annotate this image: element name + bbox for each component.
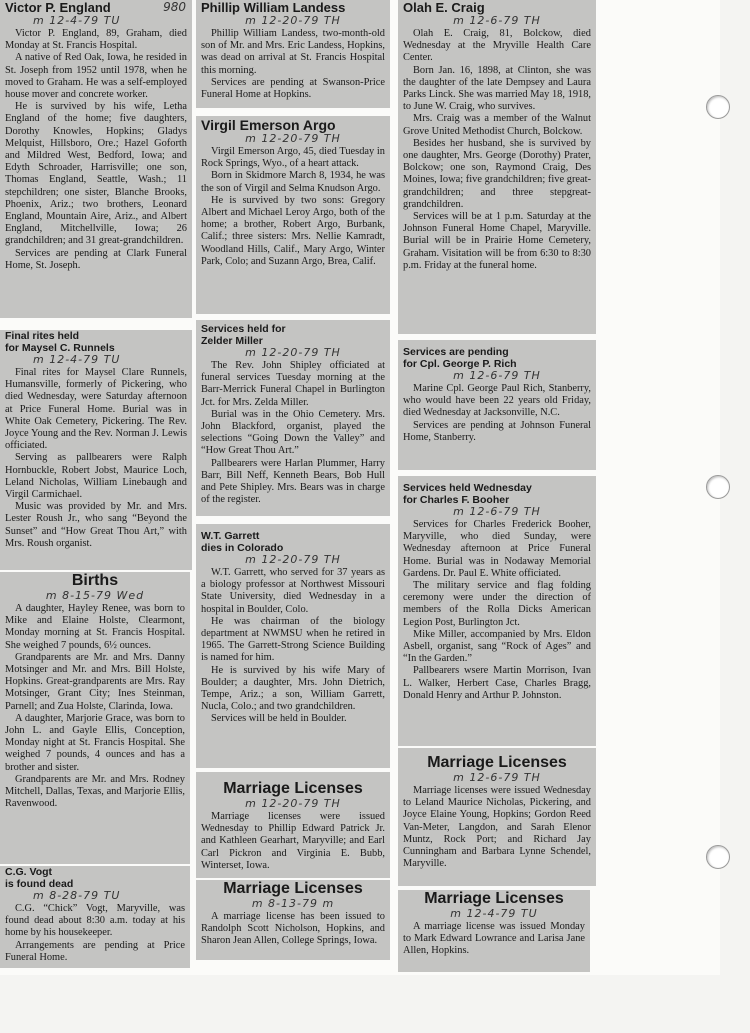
paragraph: A daughter, Hayley Renee, was born to Mike and Elaine Holste, Clearmont, Monday morning at St. Francis Hospital. She weighed 7 pounds, 6½ ounces. (5, 603, 185, 651)
paragraph: Victor P. England, 89, Graham, died Monday at St. Francis Hospital. (5, 28, 187, 52)
clipping-title: C.G. Vogt (5, 866, 53, 878)
paragraph: The military service and flag folding ceremony were under the direction of members of the Rolla Dicks American Legion Post, Burlington Jct. (403, 580, 591, 628)
clipping-title: Final rites held (5, 330, 80, 342)
binder-hole (706, 845, 730, 869)
handwritten-date: m 12-20-79 TH (245, 797, 341, 810)
clipping-landess (196, 0, 390, 108)
paragraph: A daughter, Marjorie Grace, was born to John L. and Gayle Ellis, Conception, Monday night at St. Francis Hospital. She weighed 7 pounds, 4 ounces and has a brother and sister. (5, 712, 185, 773)
clipping-marriage-d (398, 890, 590, 972)
handwritten-date: m 12-20-79 TH (245, 132, 341, 145)
clipping-subtitle: for Charles F. Booher (403, 494, 510, 506)
clipping-title: Marriage Licenses (427, 754, 567, 771)
handwritten-date: m 12-20-79 TH (245, 346, 341, 359)
paragraph: Services are pending at Johnson Funeral Home, Stanberry. (403, 419, 591, 443)
clipping-title: Olah E. Craig (403, 0, 485, 15)
paragraph: Mrs. Craig was a member of the Walnut Grove United Methodist Church, Bolckow. (403, 113, 591, 137)
binder-hole (706, 95, 730, 119)
handwritten-date: m 12-6-79 TH (453, 369, 541, 382)
handwritten-date: m 12-4-79 TU (33, 353, 121, 366)
clipping-title: Virgil Emerson Argo (201, 117, 336, 133)
clipping-argo (196, 116, 390, 314)
clipping-subtitle: for Cpl. George P. Rich (403, 358, 517, 370)
paragraph: Phillip William Landess, two-month-old son of Mr. and Mrs. Eric Landess, Hopkins, was dead on arrival at St. Francis Hospital this morning. (201, 28, 385, 76)
handwritten-date: m 12-20-79 TH (245, 14, 341, 27)
clipping-vogt (0, 866, 190, 968)
paragraph: Services for Charles Frederick Booher, Maryville, who died Sunday, were Wednesday afternoon at Price Funeral Home. Burial was in Nodaway Memorial Gardens. Dr. Paul E. White officiated. (403, 519, 591, 579)
paragraph: C.G. “Chick” Vogt, Maryville, was found dead about 8:30 a.m. today at his home by his housekeeper. (5, 903, 185, 939)
clipping-marriage-c (196, 880, 390, 960)
paragraph: Services will be at 1 p.m. Saturday at the Johnson Funeral Home Chapel, Maryville. Burial will be in Prairie Home Cemetery, Graham. Visitation will be from 6:30 to 8:30 p.m. Friday at the funeral home. (403, 211, 591, 271)
clipping-craig (398, 0, 596, 334)
handwritten-date: m 8-13-79 m (251, 897, 335, 910)
clipping-title: Services are pending (403, 346, 509, 358)
clipping-miller (196, 320, 390, 516)
clipping-title: Victor P. England (5, 0, 111, 15)
paragraph: Grandparents are Mr. and Mrs. Danny Motsinger and Mr. and Mrs. Bill Holste, Hopkins. Great-grandparents are Mrs. Ray Motsinger, Grant City; Ines Steinman, Parnell; and Zua Holste, Clarinda, Iowa. (5, 651, 185, 712)
clipping-england (0, 0, 192, 318)
corner-number: 980 (163, 0, 186, 14)
clipping-title: Marriage Licenses (223, 880, 363, 897)
clipping-subtitle: for Maysel C. Runnels (5, 342, 115, 354)
handwritten-date: m 12-4-79 TU (450, 907, 538, 920)
paragraph: Mike Miller, accompanied by Mrs. Eldon Asbell, organist, sang “Rock of Ages” and “In the Garden.” (403, 628, 591, 665)
paragraph: He was chairman of the biology department at NWMSU when he retired in 1965. The Garrett-Strong Science Building is named for him. (201, 615, 385, 664)
handwritten-date: m 12-6-79 TH (453, 14, 541, 27)
paragraph: Arrangements are pending at Price Funeral Home. (5, 939, 185, 963)
paragraph: Marriage licenses were issued Wednesday to Phillip Edward Patrick Jr. and Kathleen Gearhart, Maryville; and Earl Carl Pickron and Virginia E. Bubb, Winterset, Iowa. (201, 811, 385, 871)
paragraph: Marine Cpl. George Paul Rich, Stanberry, who would have been 22 years old Friday, died Wednesday at Jacksonville, N.C. (403, 383, 591, 419)
handwritten-date: m 8-15-79 Wed (45, 589, 145, 602)
paragraph: A marriage license has been issued to Randolph Scott Nicholson, Hopkins, and Sharon Jean Allen, College Springs, Iowa. (201, 911, 385, 947)
clipping-runnels (0, 330, 192, 570)
paragraph: The Rev. John Shipley officiated at funeral services Tuesday morning at the Barr-Merrick Funeral Chapel in Burlington Jct. for Mrs. Zelda Miller. (201, 360, 385, 408)
binder-hole (706, 475, 730, 499)
handwritten-date: m 12-6-79 TH (453, 505, 541, 518)
clipping-marriage-a (398, 748, 596, 886)
paragraph: Pallbearers wsere Martin Morrison, Ivan L. Walker, Herbert Case, Charles Bragg, Donald Henry and Arthur P. Johnston. (403, 665, 591, 701)
paragraph: Final rites for Maysel Clare Runnels, Humansville, formerly of Pickering, who died Wednesday, were Saturday afternoon at Price Funeral Home. Burial was in White Oak Cemetery, Pickering. The Rev. Joyce Young and the Rev. Norman J. Lewis officiated. (5, 367, 187, 452)
paragraph: Marriage licenses were issued Wednesday to Leland Maurice Nicholas, Pickering, and Joyce Elaine Young, Hopkins; Gordon Reed Van-Meter, Langdon, and Sarah Elenor Muntz, Rock Port; and Richard Jay Cunningham and Barbara Lynne Schendel, Maryville. (403, 785, 591, 870)
clipping-subtitle: Zelder Miller (201, 335, 263, 347)
paragraph: Besides her husband, she is survived by one daughter, Mrs. George (Dorothy) Prater, Bolckow; one son, Raymond Craig, Des Moines, Iowa; five grandchildren; five great-grandchildren; and three stepgreat-grandchildren. (403, 137, 591, 210)
clipping-title: Marriage Licenses (424, 890, 564, 907)
paragraph: Services are pending at Swanson-Price Funeral Home at Hopkins. (201, 76, 385, 101)
clipping-subtitle: is found dead (5, 878, 74, 890)
clipping-title: Births (71, 572, 119, 589)
paragraph: Born in Skidmore March 8, 1934, he was the son of Virgil and Selma Knudson Argo. (201, 170, 385, 194)
handwritten-date: m 8-28-79 TU (33, 889, 121, 902)
paragraph: He is survived by his wife, Letha England of the home; five daughters, Dorothy Knowles, Hopkins; Gladys Melquist, Hillsboro, Ore.; Hazel Goforth and Mildred West, Bedford, Iowa; and Edyth Schroader, Harrisville; one son, Thomas England, Seattle, Wash.; 11 stepchildren; one sister, Blanche Brooks, Phoenix, Ariz.; two brothers, Leonard England, Mountain Aire, Ariz., and Albert England, Mitchellville, Iowa; 26 grandchildren; and 31 great-grandchildren. (5, 101, 187, 247)
paragraph: Pallbearers were Harlan Plummer, Harry Barr, Bill Neff, Kenneth Bears, Bob Hull and Pete Shipley. Mrs. Bears was in charge of the register. (201, 457, 385, 506)
paragraph: Burial was in the Ohio Cemetery. Mrs. John Blackford, organist, played the selections “Going Down the Valley” and “How Great Thou Art.” (201, 408, 385, 457)
paragraph: He is survived by two sons: Gregory Albert and Michael Leroy Argo, both of the home; a brother, Robert Argo, Burbank, Calif.; three sisters: Mrs. Nellie Kamradt, Woodland Hills, Calif., Mary Argo, Winter Park, Colo; and Suzann Argo, Brea, Calif. (201, 194, 385, 267)
clipping-booher (398, 476, 596, 746)
handwritten-date: m 12-20-79 TH (245, 553, 341, 566)
paragraph: Virgil Emerson Argo, 45, died Tuesday in Rock Springs, Wyo., of a heart attack. (201, 146, 385, 170)
clipping-title: Services held for (201, 323, 286, 335)
paragraph: A native of Red Oak, Iowa, he resided in St. Joseph from 1952 until 1978, when he moved to Graham. He was a self-employed house mover and concrete worker. (5, 52, 187, 101)
handwritten-date: m 12-6-79 TH (453, 771, 541, 784)
paragraph: Serving as pallbearers were Ralph Hornbuckle, Robert Jobst, Maurice Loch, Leland Nicholas, William Linebaugh and Virgil Carmichael. (5, 452, 187, 501)
paragraph: W.T. Garrett, who served for 37 years as a biology professor at Northwest Missouri State University, died Wednesday in a hospital in Boulder, Colo. (201, 567, 385, 615)
paragraph: He is survived by his wife Mary of Boulder; a daughter, Mrs. John Dietrich, Tempe, Ariz.; a son, William Garrett, Nucla, Colo.; and two grandchildren. (201, 664, 385, 713)
paragraph: Born Jan. 16, 1898, at Clinton, she was the daughter of the late Dempsey and Laura Parks Linck. She was married May 18, 1918, to June W. Craig, who survives. (403, 64, 591, 113)
clipping-marriage-b (196, 772, 390, 878)
clipping-title: W.T. Garrett (201, 530, 260, 542)
clipping-title: Services held Wednesday (403, 482, 532, 494)
clipping-garrett (196, 524, 390, 768)
clipping-title: Phillip William Landess (201, 0, 346, 15)
paragraph: Services will be held in Boulder. (211, 713, 347, 725)
paragraph: Services are pending at Clark Funeral Home, St. Joseph. (5, 247, 187, 271)
clipping-births (0, 572, 190, 864)
handwritten-date: m 12-4-79 TU (33, 14, 121, 27)
paragraph: Music was provided by Mr. and Mrs. Lester Roush Jr., who sang “Beyond the Sunset” and “How Great Thou Art,” with Mrs. Roush organist. (5, 501, 187, 549)
clipping-title: Marriage Licenses (223, 780, 363, 797)
paragraph: Olah E. Craig, 81, Bolckow, died Wednesday at the Mryville Health Care Center. (403, 28, 591, 64)
paragraph: A marriage license was issued Monday to Mark Edward Lowrance and Larisa Jane Allen, Hopkins. (403, 921, 585, 957)
clipping-subtitle: dies in Colorado (201, 542, 284, 554)
clipping-rich (398, 340, 596, 470)
paragraph: Grandparents are Mr. and Mrs. Rodney Mitchell, Dallas, Texas, and Marjorie Ellis, Ravenwood. (5, 773, 185, 810)
